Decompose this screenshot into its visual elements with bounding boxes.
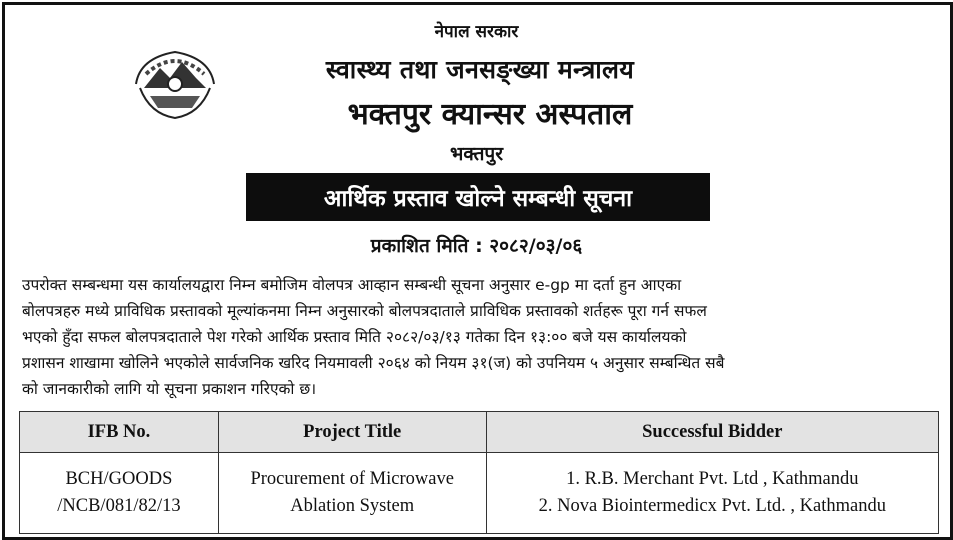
project-title-cell (218, 453, 486, 534)
bidder-line: 2. Nova Biointermedicx Pvt. Ltd. , Kathmandu (538, 496, 886, 516)
ifb-header: IFB No. (20, 412, 219, 453)
project-title-header: Project Title (218, 412, 486, 453)
table-row (20, 453, 939, 534)
title-line: Procurement of Microwave (250, 469, 454, 489)
body-line: भएको हुँदा सफल बोलपत्रदाताले पेश गरेको आर्थिक प्रस्ताव मिति २०८२/०३/१३ गतेका दिन १३:०० बजे यस कार्यालयको (22, 328, 687, 346)
city-name: भक्तपुर (450, 143, 503, 165)
hospital-title: भक्तपुर क्यान्सर अस्पताल (347, 97, 633, 132)
title-line: Ablation System (290, 496, 415, 516)
bid-table (19, 411, 939, 534)
bidder-cell (486, 453, 938, 534)
ifb-cell (20, 453, 219, 534)
ifb-line: /NCB/081/82/13 (57, 496, 181, 516)
body-line: को जानकारीको लागि यो सूचना प्रकाशन गरिएको छ। (22, 380, 317, 398)
published-date: प्रकाशित मिति : २०८२/०३/०६ (370, 235, 583, 257)
notice-body (22, 272, 937, 402)
notice-title: आर्थिक प्रस्ताव खोल्ने सम्बन्धी सूचना (323, 186, 633, 212)
notice-title-banner (246, 173, 710, 221)
body-line: उपरोक्त सम्बन्धमा यस कार्यालयद्वारा निम्न बमोजिम वोलपत्र आव्हान सम्बन्धी सूचना अनुसार e-gp मा दर्ता हुन आएका (22, 276, 682, 294)
ministry-title: स्वास्थ्य तथा जनसङ्ख्या मन्त्रालय (325, 55, 635, 84)
published-label: प्रकाशित मिति (370, 235, 469, 257)
body-line: बोलपत्रहरु मध्ये प्राविधिक प्रस्तावको मूल्यांकनमा निम्न अनुसारको बोलपत्रदाताले प्राविधिक प्रस्तावको शर्तहरू पूरा गर्न सफल (22, 302, 707, 320)
table-header-row (20, 412, 939, 453)
ifb-line: BCH/GOODS (65, 469, 173, 489)
nepal-government-emblem-icon (130, 44, 220, 122)
published-date-value: २०८२/०३/०६ (489, 235, 583, 257)
bidder-line: 1. R.B. Merchant Pvt. Ltd , Kathmandu (566, 469, 859, 489)
government-title: नेपाल सरकार (434, 22, 519, 42)
bidder-header: Successful Bidder (486, 412, 938, 453)
body-line: प्रशासन शाखामा खोलिने भएकोले सार्वजनिक खरिद नियमावली २०६४ को नियम ३१(ज) को उपनियम ५ अनुसार सम्बन्धित सबै (22, 354, 725, 372)
